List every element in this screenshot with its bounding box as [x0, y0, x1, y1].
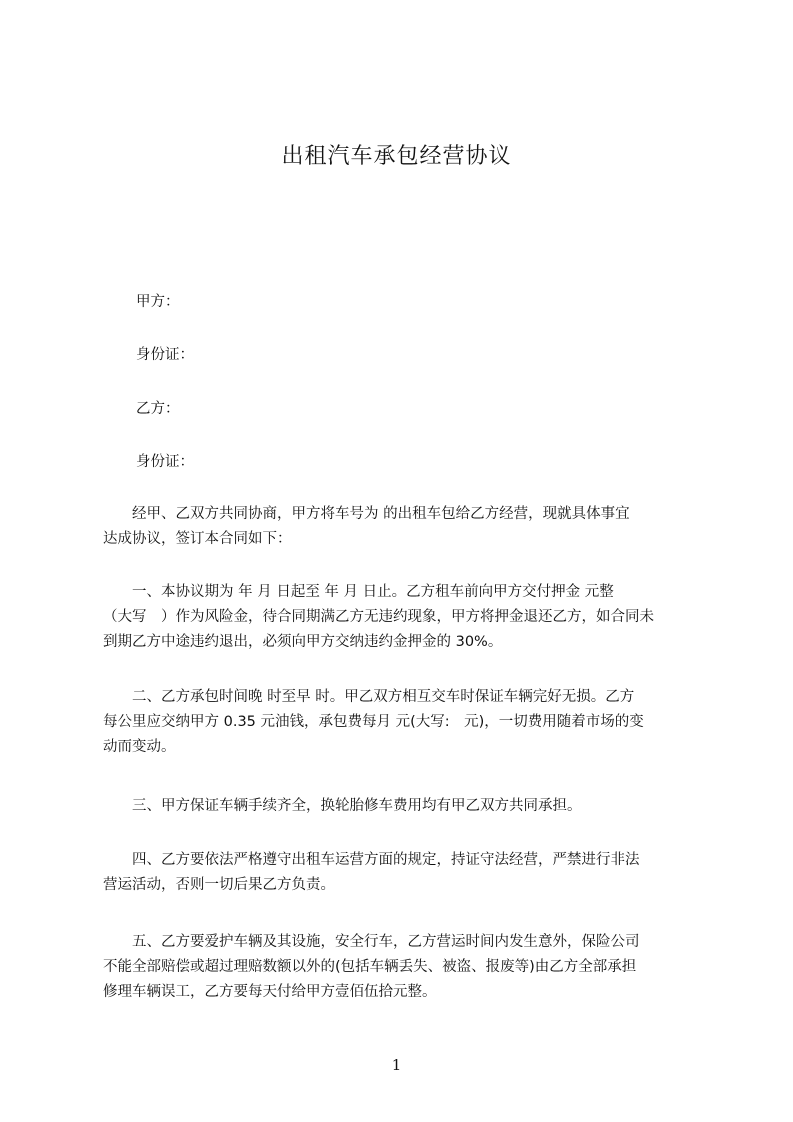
preamble-line: 达成协议，签订本合同如下： [103, 531, 292, 547]
document-title: 出租汽车承包经营协议 [281, 144, 512, 169]
clause-line: 不能全部赔偿或超过理赔数额以外的(包括车辆丢失、被盗、报废等)由乙方全部承担 [103, 959, 637, 975]
clause-line: 一、本协议期为 年 月 日起至 年 月 日止。乙方租车前向甲方交付押金 元整 [103, 584, 614, 600]
clause-line: （大写 ）作为风险金，待合同期满乙方无违约现象，甲方将押金退还乙方，如合同未 [103, 609, 654, 625]
clause-line: 二、乙方承包时间晚 时至早 时。甲乙双方相互交车时保证车辆完好无损。乙方 [103, 689, 635, 705]
party-b-id-label: 身份证： [136, 454, 194, 470]
clause-4-paragraph [103, 848, 701, 898]
party-b-label: 乙方： [136, 401, 180, 417]
clause-1-paragraph [103, 580, 701, 655]
clause-line: 四、乙方要依法严格遵守出租车运营方面的规定，持证守法经营，严禁进行非法 [103, 852, 640, 868]
clause-line: 营运活动，否则一切后果乙方负责。 [103, 877, 335, 893]
preamble-line: 经甲、乙双方共同协商，甲方将车号为 的出租车包给乙方经营，现就具体事宜 [103, 506, 630, 522]
clause-line: 五、乙方要爱护车辆及其设施，安全行车，乙方营运时间内发生意外，保险公司 [103, 934, 640, 950]
preamble-paragraph [103, 502, 701, 552]
page-number: 1 [391, 1056, 402, 1074]
clause-line: 修理车辆误工，乙方要每天付给甲方壹佰伍拾元整。 [103, 984, 437, 1000]
clause-line: 每公里应交纳甲方 0.35 元油钱，承包费每月 元(大写: 元)，一切费用随着市场的变 [103, 714, 644, 730]
clause-line: 到期乙方中途违约退出，必须向甲方交纳违约金押金的 30%。 [103, 634, 503, 650]
clause-line: 三、甲方保证车辆手续齐全，换轮胎修车费用均有甲乙双方共同承担。 [103, 798, 582, 814]
clause-line: 动而变动。 [103, 739, 176, 755]
party-a-id-label: 身份证： [136, 347, 194, 363]
clause-2-paragraph [103, 685, 701, 760]
party-a-label: 甲方： [136, 294, 180, 310]
clause-3-paragraph [103, 794, 701, 819]
clause-5-paragraph [103, 930, 701, 1005]
